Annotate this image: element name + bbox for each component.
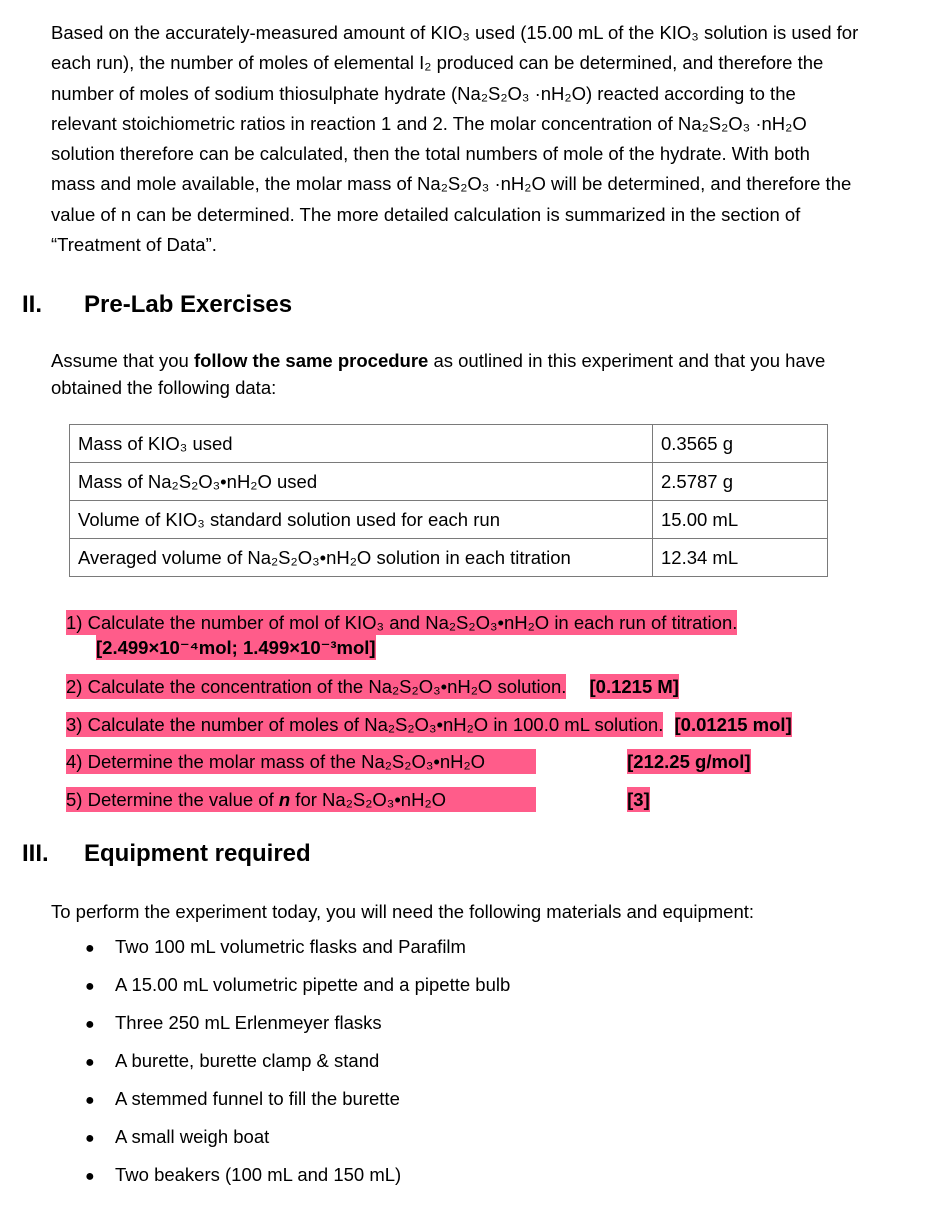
question-answer: [0.1215 M] xyxy=(589,676,679,697)
list-item xyxy=(85,1163,401,1189)
question-answer: [2.499×10⁻⁴mol; 1.499×10⁻³mol] xyxy=(96,637,376,658)
section-heading-prelab xyxy=(22,291,292,319)
intro-line: Based on the accurately-measured amount of KIO₃ used (15.00 mL of the KIO₃ solution is used for xyxy=(51,22,859,43)
bullet-icon: ● xyxy=(85,1092,95,1109)
table-cell-value: 0.3565 g xyxy=(653,425,828,463)
table-cell-value: 15.00 mL xyxy=(653,501,828,539)
intro-line: relevant stoichiometric ratios in reaction 1 and 2. The molar concentration of Na₂S₂O₃ ·nH₂O xyxy=(51,112,807,134)
prelab-text: Assume that you xyxy=(51,350,194,371)
equipment-intro: To perform the experiment today, you will need the following materials and equipment: xyxy=(51,901,755,922)
question-text xyxy=(66,787,536,812)
question-answer: [0.01215 mol] xyxy=(674,714,792,735)
question-text: 4) Determine the molar mass of the Na₂S₂O₃•nH₂O xyxy=(66,749,536,774)
bullet-icon: ● xyxy=(85,1016,95,1033)
section-heading-equipment xyxy=(22,840,311,868)
table-row xyxy=(70,539,828,577)
list-item-text: A burette, burette clamp & stand xyxy=(115,1050,380,1071)
table-row xyxy=(70,463,828,501)
intro-line: each run), the number of moles of elemental I₂ produced can be determined, and therefore the xyxy=(51,52,824,74)
question-text: 1) Calculate the number of mol of KIO₃ and Na₂S₂O₃•nH₂O in each run of titration. xyxy=(66,612,738,633)
table-row xyxy=(70,425,828,463)
list-item xyxy=(85,1011,382,1037)
list-item xyxy=(85,935,466,961)
intro-line: value of n can be determined. The more detailed calculation is summarized in the section of xyxy=(51,203,801,225)
section-number: III. xyxy=(22,840,49,867)
bullet-icon: ● xyxy=(85,1054,95,1071)
prelab-line-1 xyxy=(51,347,825,374)
prelab-paragraph xyxy=(51,347,825,401)
bullet-icon: ● xyxy=(85,1130,95,1147)
question-3 xyxy=(66,712,792,737)
list-item-text: Three 250 mL Erlenmeyer flasks xyxy=(115,1012,382,1033)
table-cell-label: Mass of Na₂S₂O₃•nH₂O used xyxy=(70,463,653,501)
table-cell-label: Averaged volume of Na₂S₂O₃•nH₂O solution in each titration xyxy=(70,539,653,577)
question-text: 2) Calculate the concentration of the Na₂S₂O₃•nH₂O solution. xyxy=(66,676,567,697)
list-item-text: A stemmed funnel to fill the burette xyxy=(115,1088,400,1109)
list-item xyxy=(85,1049,379,1075)
question-answer: [3] xyxy=(627,789,650,810)
question-4 xyxy=(66,749,751,774)
list-item-text: A small weigh boat xyxy=(115,1126,270,1147)
section-number: II. xyxy=(22,291,43,318)
section-title: Pre-Lab Exercises xyxy=(84,291,293,318)
question-5 xyxy=(66,787,650,812)
list-item-text: Two 100 mL volumetric flasks and Parafilm xyxy=(115,936,466,957)
list-item-text: Two beakers (100 mL and 150 mL) xyxy=(115,1164,402,1185)
list-item-text: A 15.00 mL volumetric pipette and a pipette bulb xyxy=(115,974,511,995)
section-title: Equipment required xyxy=(84,840,311,867)
bullet-icon: ● xyxy=(85,978,95,995)
intro-line: number of moles of sodium thiosulphate hydrate (Na₂S₂O₃ ·nH₂O) reacted according to the xyxy=(51,82,796,104)
list-item xyxy=(85,1087,400,1113)
question-text: 3) Calculate the number of moles of Na₂S₂O₃•nH₂O in 100.0 mL solution. xyxy=(66,714,664,735)
list-item xyxy=(85,973,510,999)
table-cell-label: Volume of KIO₃ standard solution used for each run xyxy=(70,501,653,539)
table-row xyxy=(70,501,828,539)
table-cell-label: Mass of KIO₃ used xyxy=(70,425,653,463)
intro-line: solution therefore can be calculated, then the total numbers of mole of the hydrate. With both xyxy=(51,143,810,165)
question-text-part: 5) Determine the value of xyxy=(66,789,279,810)
question-answer: [212.25 g/mol] xyxy=(627,751,751,772)
prelab-bold-text: follow the same procedure xyxy=(193,350,429,371)
prelab-text: as outlined in this experiment and that you have xyxy=(428,350,826,371)
question-1 xyxy=(66,610,737,660)
intro-paragraph xyxy=(51,18,911,260)
table-cell-value: 2.5787 g xyxy=(653,463,828,501)
question-2 xyxy=(66,674,679,699)
table-cell-value: 12.34 mL xyxy=(653,539,828,577)
bullet-icon: ● xyxy=(85,940,95,957)
question-italic-n: n xyxy=(278,789,291,810)
list-item xyxy=(85,1125,269,1151)
question-text-part: for Na₂S₂O₃•nH₂O xyxy=(290,789,447,810)
intro-line: “Treatment of Data”. xyxy=(51,234,217,256)
data-table xyxy=(69,424,828,577)
prelab-line-2: obtained the following data: xyxy=(51,377,277,398)
intro-line: mass and mole available, the molar mass of Na₂S₂O₃ ·nH₂O will be determined, and therefore the xyxy=(51,173,852,195)
bullet-icon: ● xyxy=(85,1168,95,1185)
